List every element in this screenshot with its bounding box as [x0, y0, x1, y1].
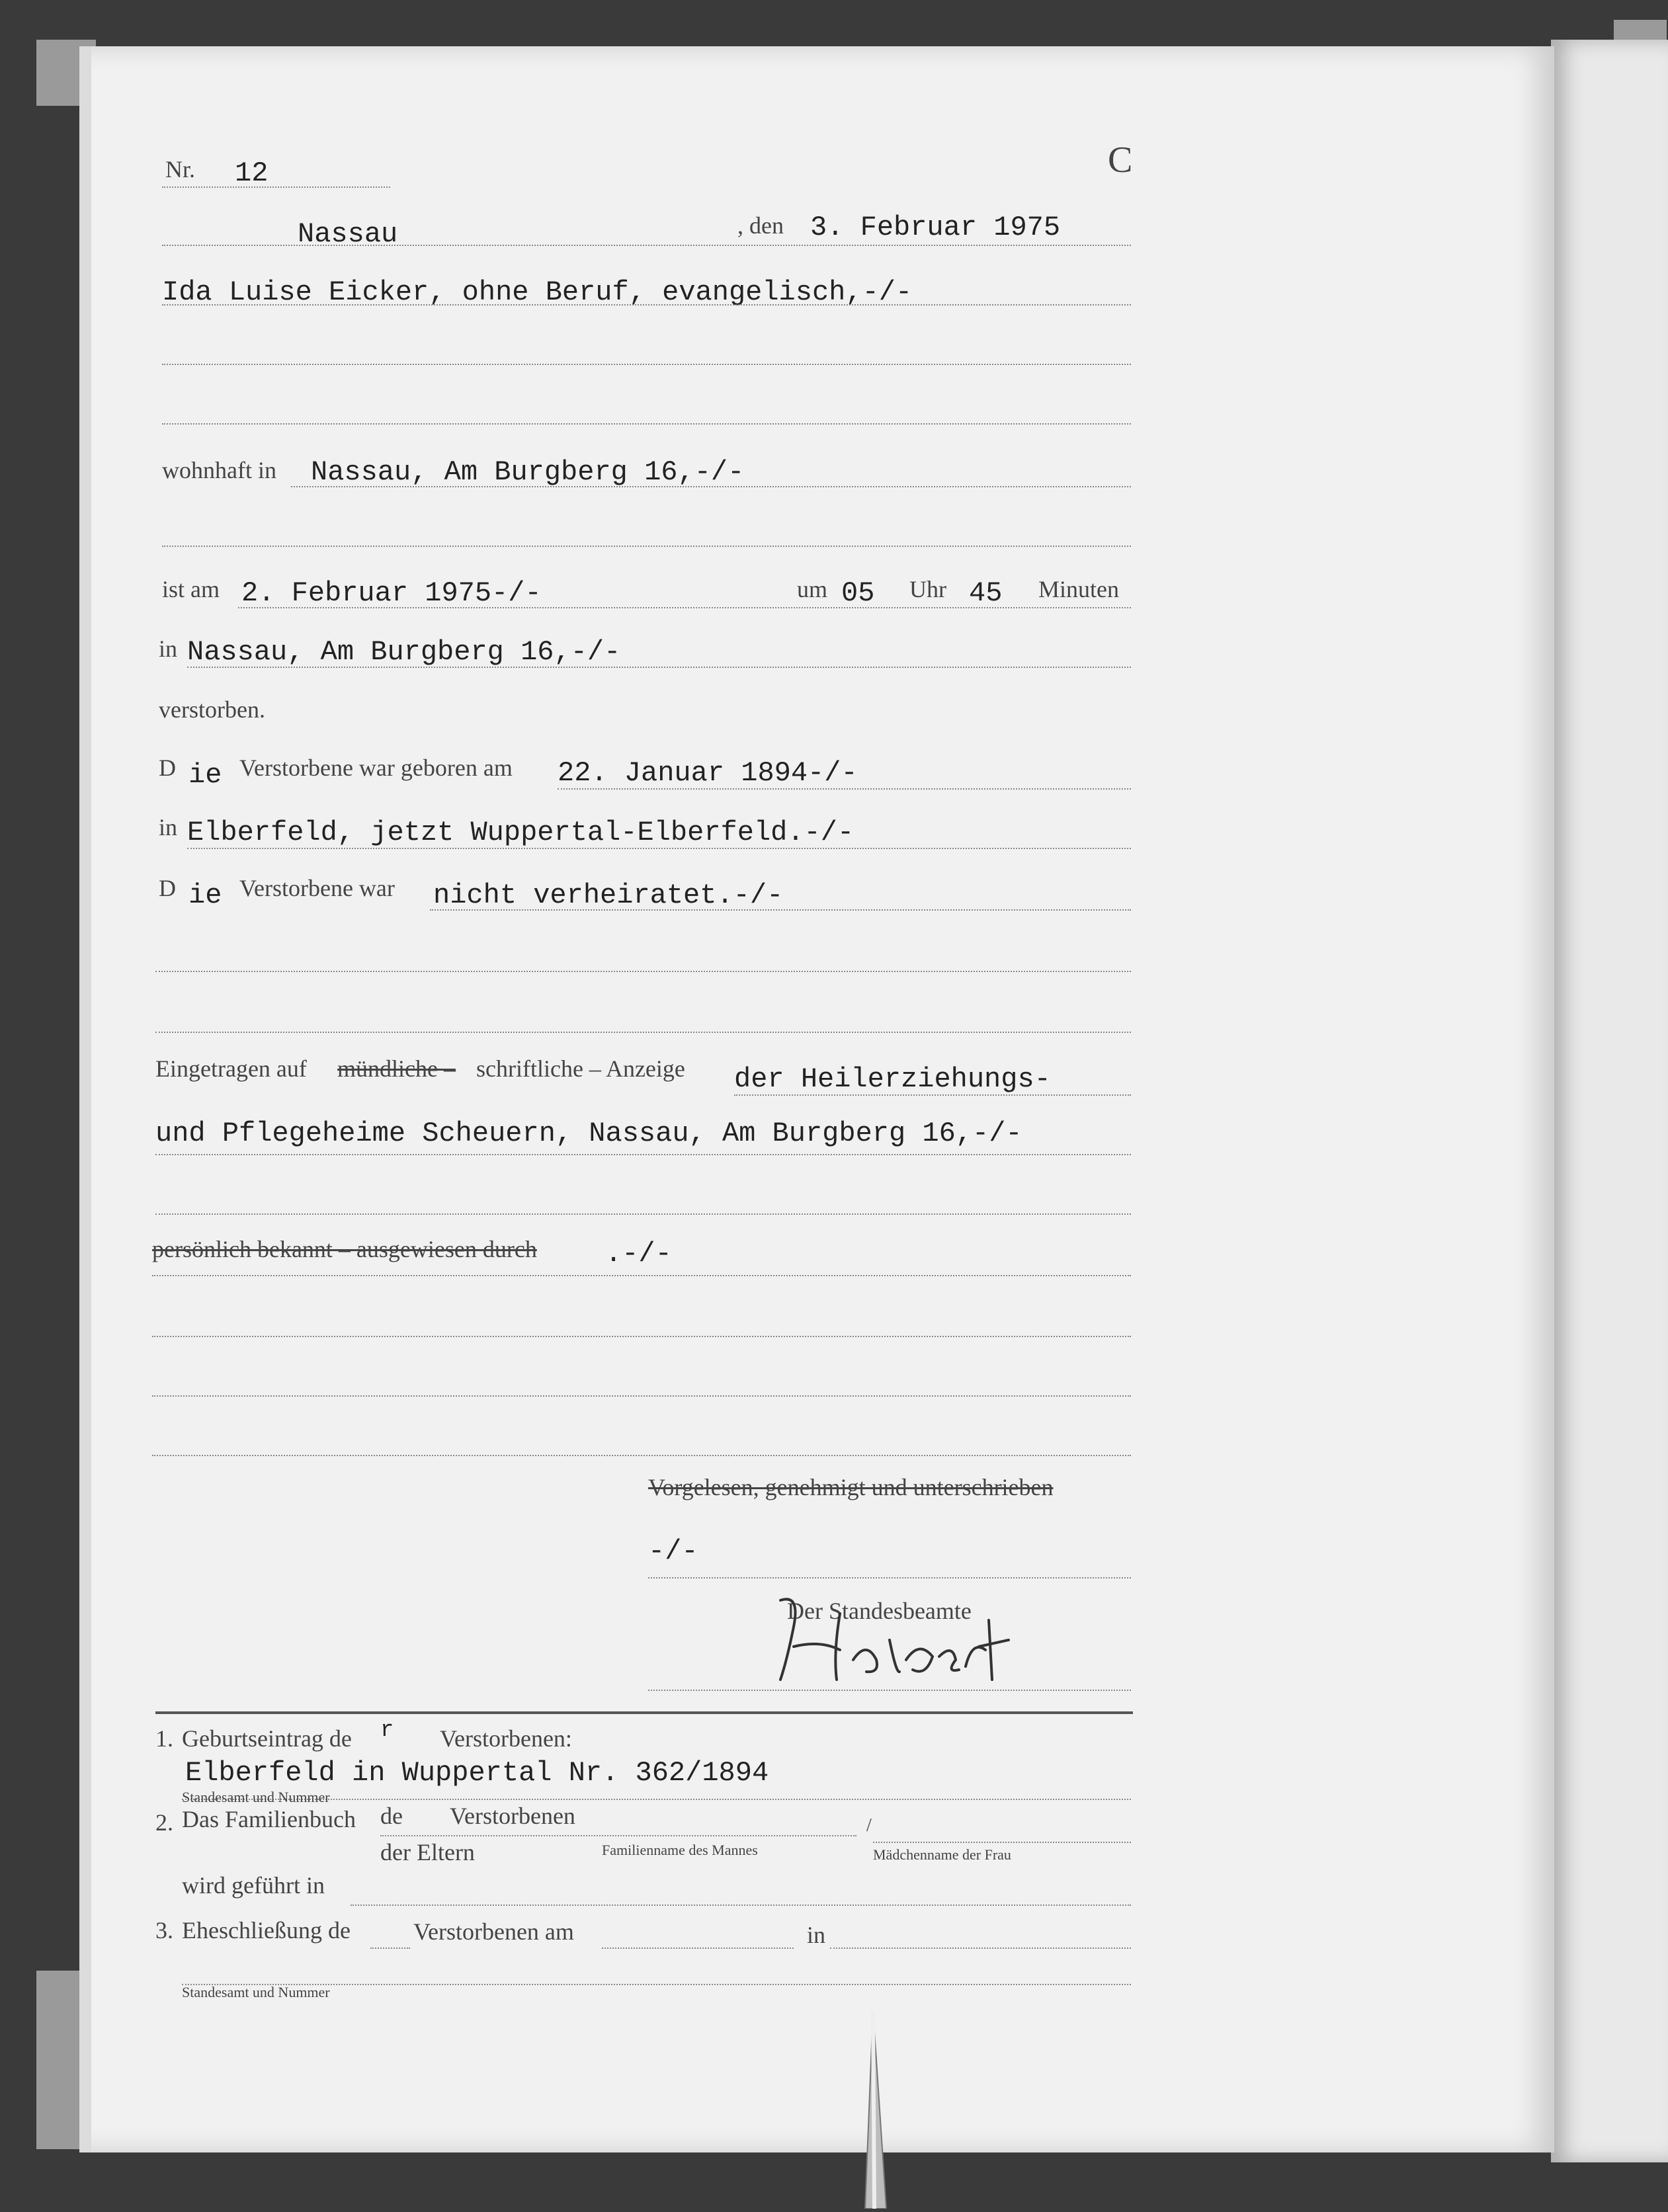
item1-value: Elberfeld in Wuppertal Nr. 362/1894: [185, 1757, 769, 1789]
person-name-line: Ida Luise Eicker, ohne Beruf, evangelisch,-/-: [162, 276, 913, 308]
ist-am-label: ist am: [162, 576, 220, 602]
line-13: [155, 1032, 1131, 1033]
den-label: , den: [737, 212, 784, 239]
line-5: [291, 486, 1131, 487]
item2-eltern: der Eltern: [380, 1839, 475, 1865]
marital-d-label: D: [159, 875, 176, 901]
document-date: 3. Februar 1975: [810, 212, 1061, 243]
line-28: [602, 1947, 794, 1949]
item2-slash: /: [866, 1815, 872, 1836]
page-edge: [79, 46, 91, 2152]
line-26: [351, 1905, 1131, 1906]
item3-number: 3.: [155, 1917, 173, 1944]
birth-d-label: D: [159, 755, 176, 781]
official-signature: [767, 1587, 1019, 1693]
item2-de: de: [380, 1803, 403, 1829]
line-6: [162, 546, 1131, 547]
item1-label-b: Verstorbenen:: [440, 1725, 572, 1752]
item2-value: Verstorbenen: [450, 1803, 575, 1829]
identification-value: .-/-: [605, 1238, 672, 1270]
nr-value: 12: [235, 157, 269, 189]
official-label: Der Standesbeamte: [787, 1598, 972, 1624]
line-10: [187, 848, 1131, 849]
marital-value: nicht verheiratet.-/-: [433, 880, 784, 911]
line-3: [162, 364, 1131, 365]
line-7: [238, 607, 1131, 608]
line-15: [155, 1154, 1131, 1155]
line-1: [162, 245, 1131, 246]
line-17: [152, 1275, 1131, 1276]
right-page: [1551, 40, 1668, 2162]
item3-label-b: Verstorbenen am: [413, 1918, 574, 1945]
closing-value: -/-: [648, 1536, 698, 1567]
death-place: Nassau, Am Burgberg 16,-/-: [187, 636, 621, 668]
line-2: [162, 304, 1131, 306]
line-29: [830, 1947, 1131, 1949]
line-14: [734, 1094, 1131, 1096]
verstorben-label: verstorben.: [159, 696, 265, 723]
footer-separator: [155, 1711, 1133, 1714]
item3-label-a: Eheschließung de: [182, 1917, 351, 1944]
line-27: [370, 1947, 410, 1949]
item2-number: 2.: [155, 1809, 173, 1836]
nr-label: Nr.: [165, 156, 195, 183]
um-label: um: [797, 576, 828, 602]
line-8: [187, 667, 1131, 668]
line-16: [155, 1213, 1131, 1215]
birth-place: Elberfeld, jetzt Wuppertal-Elberfeld.-/-: [187, 817, 855, 848]
item3-caption: Standesamt und Nummer: [182, 1984, 330, 2000]
registration-value-line2: und Pflegeheime Scheuern, Nassau, Am Burgberg 16,-/-: [155, 1118, 1022, 1149]
residence-label: wohnhaft in: [162, 457, 276, 483]
item2-caption-mann: Familienname des Mannes: [602, 1842, 758, 1858]
registration-label-end: schriftliche – Anzeige: [476, 1055, 685, 1082]
line-11: [430, 909, 1131, 911]
line-21: [648, 1577, 1131, 1578]
line-20: [152, 1455, 1131, 1456]
registration-label-struck: mündliche –: [337, 1055, 456, 1082]
place: Nassau: [298, 218, 398, 250]
item2-wird: wird geführt in: [182, 1872, 325, 1899]
marital-label: Verstorbene war: [239, 875, 395, 901]
death-in-label: in: [159, 635, 178, 662]
line-4: [162, 423, 1131, 425]
item1-number: 1.: [155, 1725, 173, 1752]
residence-value: Nassau, Am Burgberg 16,-/-: [311, 456, 745, 488]
register-letter: C: [1108, 140, 1133, 181]
nr-line: [162, 186, 390, 188]
birth-label: Verstorbene war geboren am: [239, 755, 513, 781]
line-18: [152, 1336, 1131, 1337]
line-24: [380, 1835, 856, 1836]
line-12: [155, 971, 1131, 972]
birth-in-label: in: [159, 814, 178, 840]
birth-date: 22. Januar 1894-/-: [558, 757, 858, 789]
minuten-label: Minuten: [1038, 576, 1119, 602]
item1-caption: Standesamt und Nummer: [182, 1789, 330, 1805]
item2-label: Das Familienbuch: [182, 1806, 356, 1832]
birth-ie: ie: [188, 759, 222, 791]
line-19: [152, 1395, 1131, 1397]
death-hour: 05: [841, 577, 875, 609]
pen-pointer: [847, 2010, 893, 2209]
line-25: [873, 1842, 1131, 1843]
item2-caption-frau: Mädchenname der Frau: [873, 1846, 1011, 1863]
item1-label-a: Geburtseintrag de: [182, 1725, 352, 1752]
line-9: [558, 788, 1131, 790]
identification-struck: persönlich bekannt – ausgewiesen durch: [152, 1236, 537, 1262]
item1-superscript: r: [380, 1718, 394, 1743]
document-page: [79, 46, 1554, 2152]
marital-ie: ie: [188, 880, 222, 911]
uhr-label: Uhr: [909, 576, 946, 602]
registration-label-start: Eingetragen auf: [155, 1055, 307, 1082]
death-date: 2. Februar 1975-/-: [241, 577, 542, 609]
death-minute: 45: [969, 577, 1003, 609]
closing-struck: Vorgelesen, genehmigt und unterschrieben: [648, 1474, 1054, 1500]
line-22: [648, 1690, 1131, 1691]
item3-in: in: [807, 1922, 826, 1948]
registration-value-line1: der Heilerziehungs-: [734, 1063, 1051, 1095]
